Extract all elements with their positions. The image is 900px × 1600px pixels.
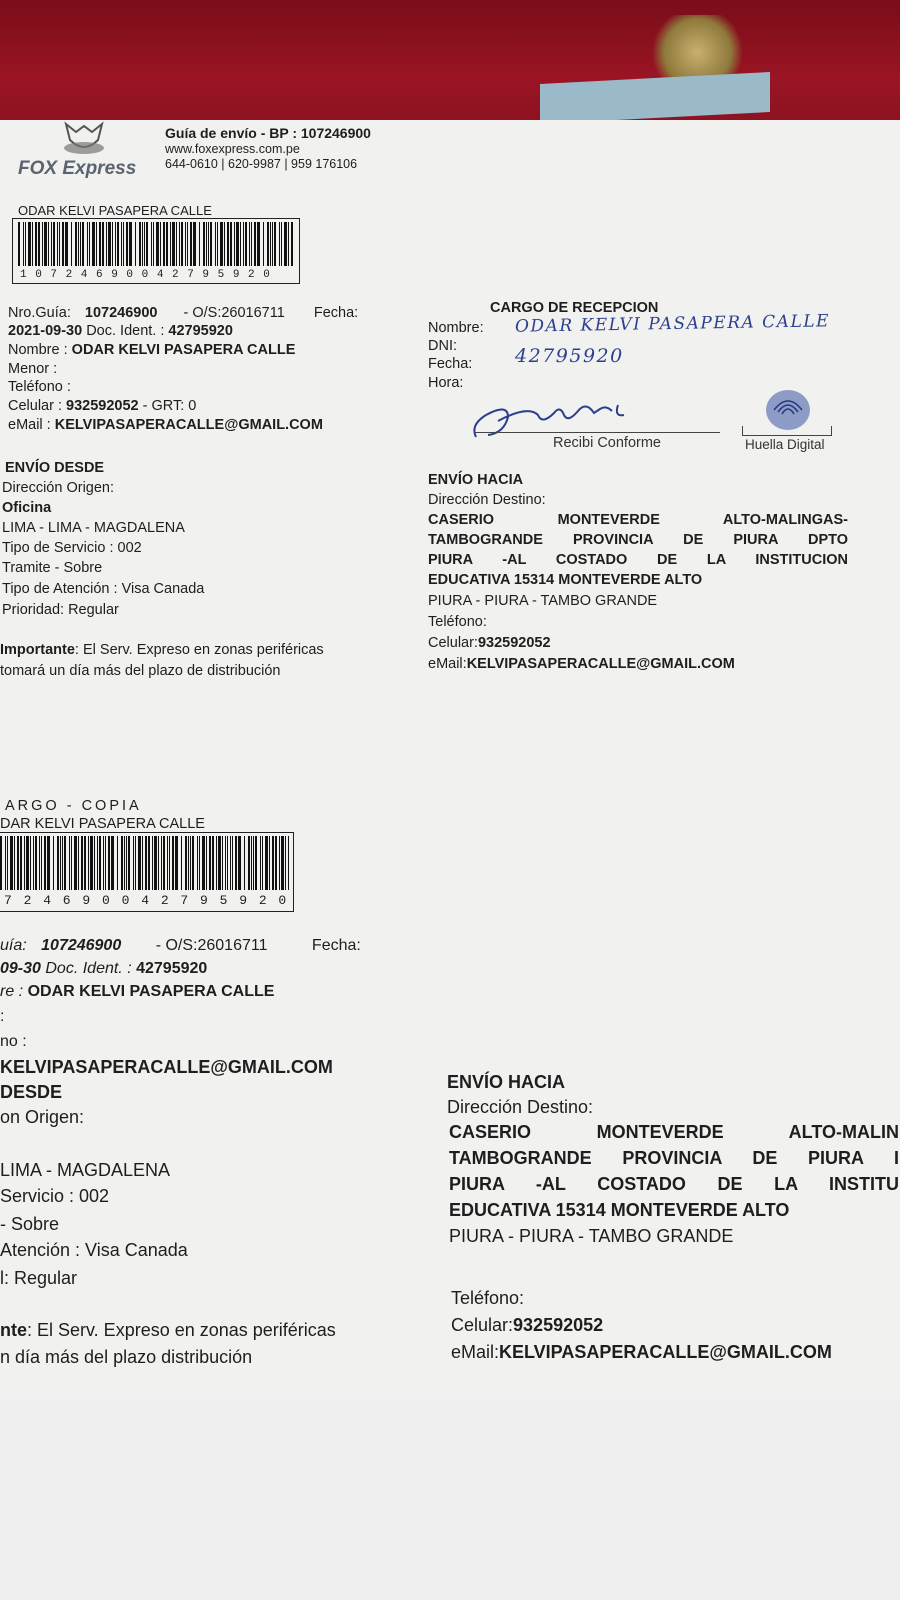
email: KELVIPASAPERACALLE@GMAIL.COM <box>54 417 323 433</box>
barcode-bar <box>146 222 148 266</box>
barcode-bar <box>202 836 205 890</box>
barcode-bar <box>163 836 165 890</box>
barcode-bar <box>105 836 106 890</box>
label: Celular: <box>428 635 478 651</box>
barcode-bar <box>185 222 186 266</box>
copy-atencion: Atención : Visa Canada <box>0 1240 188 1260</box>
barcode-bar <box>71 222 72 266</box>
barcode-bar <box>111 836 114 890</box>
barcode-bar <box>232 836 233 890</box>
handwritten-name: ODAR KELVI PASAPERA CALLE <box>514 311 831 337</box>
email: KELVIPASAPERACALLE@GMAIL.COM <box>466 656 735 672</box>
barcode-bar <box>99 222 101 266</box>
barcode-bar <box>108 836 110 890</box>
destination-celular <box>428 635 551 651</box>
doc-number: 42795920 <box>168 323 233 339</box>
huella-digital: Huella Digital <box>745 437 825 452</box>
barcode-bar <box>14 836 15 890</box>
barcode-bar <box>206 836 207 890</box>
label: eMail : <box>8 417 51 433</box>
barcode-bar <box>151 222 152 266</box>
barcode-bar <box>263 222 264 266</box>
prioridad: Prioridad: Regular <box>2 602 119 618</box>
barcode-bar <box>18 222 20 266</box>
barcode-bar <box>24 836 25 890</box>
barcode-bar <box>44 836 46 890</box>
copy-hacia-dir: Dirección Destino: <box>447 1097 594 1117</box>
copy-hacia-celular <box>451 1315 603 1336</box>
barcode-bar <box>57 836 59 890</box>
copy-hacia-telefono: Teléfono: <box>451 1288 525 1308</box>
envio-hacia-title: ENVÍO HACIA <box>428 472 524 488</box>
copy-location: LIMA - MAGDALENA <box>0 1160 171 1180</box>
barcode-bar <box>90 836 93 890</box>
guide-title: Guía de envío - BP : 107246900 <box>165 125 371 141</box>
menor-label: Menor : <box>8 361 58 377</box>
copy-menor: : <box>0 1008 5 1025</box>
copy-address-line-2: TAMBOGRANDE PROVINCIA DE PIURA I <box>449 1148 899 1168</box>
barcode-bar <box>238 836 241 890</box>
oficina: Oficina <box>2 500 52 516</box>
date-doc-row <box>8 323 233 339</box>
barcode-bar <box>121 836 123 890</box>
barcode-bar <box>139 222 141 266</box>
address-line-4: EDUCATIVA 15314 MONTEVERDE ALTO <box>428 572 703 588</box>
barcode-bar <box>210 222 212 266</box>
address-line-3: PIURA -AL COSTADO DE LA INSTITUCION <box>428 552 848 568</box>
copy-servicio: Servicio : 002 <box>0 1186 110 1206</box>
barcode-bar <box>28 222 31 266</box>
barcode-bar <box>44 222 47 266</box>
barcode-bar <box>284 222 287 266</box>
destination-email <box>428 656 735 672</box>
copy-sobre: - Sobre <box>0 1214 60 1234</box>
tipo-atencion: Tipo de Atención : Visa Canada <box>2 581 205 597</box>
doc-label: Doc. Ident. : <box>86 323 165 339</box>
barcode <box>18 222 294 266</box>
cargo-title: CARGO DE RECEPCION <box>490 300 659 316</box>
barcode-bar <box>48 222 49 266</box>
barcode-bar <box>167 836 168 890</box>
copy-name: ODAR KELVI PASAPERA CALLE <box>27 983 275 1000</box>
copy-nombre-row <box>0 983 274 1001</box>
barcode-bar <box>57 222 58 266</box>
barcode-bar <box>81 836 83 890</box>
copy-email: KELVIPASAPERACALLE@GMAIL.COM <box>0 1057 333 1077</box>
barcode-bar <box>62 836 63 890</box>
barcode-bar <box>51 222 52 266</box>
barcode-bar <box>82 222 84 266</box>
copy-hacia-region: PIURA - PIURA - TAMBO GRANDE <box>449 1226 734 1246</box>
barcode-bar <box>153 222 154 266</box>
importante-label: Importante <box>0 642 75 658</box>
barcode-bar <box>74 836 77 890</box>
barcode-bar <box>106 222 107 266</box>
barcode-bar <box>53 222 55 266</box>
handwritten-dni: 42795920 <box>515 345 624 367</box>
barcode-bar <box>60 836 61 890</box>
barcode-bar <box>257 222 260 266</box>
copy-origen: on Origen: <box>0 1107 85 1127</box>
fox-logo-icon <box>60 118 108 163</box>
doc-label: Doc. Ident. : <box>45 960 132 977</box>
barcode-bar <box>230 836 231 890</box>
barcode-bar <box>172 836 174 890</box>
label: Celular : <box>8 398 62 414</box>
barcode-bar <box>126 836 127 890</box>
barcode-bar <box>148 836 150 890</box>
celular: 932592052 <box>66 398 139 414</box>
barcode-bar <box>128 836 130 890</box>
barcode-bar <box>244 836 245 890</box>
barcode-bar <box>7 836 8 890</box>
copy-importante-1 <box>0 1320 336 1341</box>
barcode-bar <box>38 222 40 266</box>
website: www.foxexpress.com.pe <box>165 142 300 156</box>
text: : El Serv. Expreso en zonas periféricas <box>27 1320 336 1340</box>
barcode-bar <box>84 836 86 890</box>
email-row <box>8 417 323 433</box>
barcode-bar <box>94 836 95 890</box>
barcode-bar <box>187 222 188 266</box>
email: KELVIPASAPERACALLE@GMAIL.COM <box>499 1342 832 1362</box>
copy-barcode-name: DAR KELVI PASAPERA CALLE <box>0 816 205 832</box>
barcode-bar <box>227 836 229 890</box>
barcode-bar <box>161 836 162 890</box>
cargo-dni-label: DNI: <box>428 338 457 354</box>
barcode-bar <box>23 222 24 266</box>
label: Nombre : <box>8 342 68 358</box>
recipient-name: ODAR KELVI PASAPERA CALLE <box>71 342 296 358</box>
barcode-bar <box>291 222 293 266</box>
celular-row <box>8 398 196 414</box>
barcode-bar <box>245 222 247 266</box>
barcode-bar <box>255 836 257 890</box>
grt: - GRT: 0 <box>142 398 197 414</box>
barcode-bar <box>163 222 165 266</box>
copy-fecha-label: Fecha: <box>311 937 361 954</box>
barcode-bar <box>225 836 226 890</box>
barcode-bar <box>10 836 13 890</box>
origin-location: LIMA - LIMA - MAGDALENA <box>2 520 185 536</box>
barcode-bar <box>190 836 191 890</box>
barcode-bar <box>35 222 37 266</box>
barcode-bar <box>135 222 136 266</box>
barcode-bar <box>64 836 66 890</box>
barcode-bar <box>123 222 124 266</box>
barcode-bar <box>33 836 34 890</box>
barcode-bar <box>281 836 284 890</box>
cargo-nombre-label: Nombre: <box>428 320 484 336</box>
barcode-bar <box>115 222 116 266</box>
barcode-bar <box>243 222 244 266</box>
barcode-bar <box>274 222 276 266</box>
barcode-bar <box>227 222 229 266</box>
barcode-bar <box>236 222 239 266</box>
barcode-bar <box>254 222 256 266</box>
barcode-bar <box>206 222 207 266</box>
barcode-bar <box>215 222 216 266</box>
barcode-bar <box>99 836 101 890</box>
importante-line-2: tomará un día más del plazo de distribución <box>0 663 281 679</box>
barcode-bar <box>144 222 145 266</box>
barcode-name: ODAR KELVI PASAPERA CALLE <box>18 203 212 218</box>
barcode-bar <box>185 836 187 890</box>
barcode-bar <box>197 836 198 890</box>
barcode-bar <box>279 836 280 890</box>
guide-number: 107246900 <box>84 305 158 321</box>
telefono-label: Teléfono : <box>8 379 71 395</box>
barcode-bar <box>160 222 161 266</box>
copy-doc: 42795920 <box>136 960 208 977</box>
barcode-bar <box>253 836 254 890</box>
barcode-bar <box>108 222 111 266</box>
copy-telefono: no : <box>0 1033 27 1050</box>
barcode-bar <box>25 222 26 266</box>
barcode-bar <box>62 222 64 266</box>
barcode-bar <box>235 836 237 890</box>
copy-address-line-1: CASERIO MONTEVERDE ALTO-MALIN <box>449 1122 899 1142</box>
barcode-bar <box>218 836 221 890</box>
barcode-bar <box>47 836 50 890</box>
importante-text: : El Serv. Expreso en zonas periféricas <box>74 642 324 658</box>
label: Nro.Guía: <box>8 305 71 321</box>
barcode-bar <box>190 222 192 266</box>
barcode-digits: 1 0 7 2 4 6 9 0 0 4 2 7 9 5 9 2 0 <box>20 269 271 281</box>
barcode-bar <box>269 836 270 890</box>
barcode-bar <box>192 836 194 890</box>
barcode-bar <box>170 222 171 266</box>
copy-barcode-digits: 7 2 4 6 9 0 0 4 2 7 9 5 9 2 0 <box>4 893 289 908</box>
os-number: - O/S:26016711 <box>183 305 285 321</box>
copy-address-line-4: EDUCATIVA 15314 MONTEVERDE ALTO <box>449 1200 790 1220</box>
barcode-bar <box>248 836 250 890</box>
label: eMail: <box>428 656 467 672</box>
barcode-bar <box>126 222 128 266</box>
barcode-bar <box>117 222 119 266</box>
fecha-label: Fecha: <box>313 305 359 321</box>
barcode-bar <box>279 222 280 266</box>
barcode-bar <box>152 836 153 890</box>
barcode-bar <box>0 836 2 890</box>
nombre-row <box>8 342 295 358</box>
barcode-bar <box>222 836 223 890</box>
copy-guide-row <box>0 937 361 955</box>
label: eMail: <box>451 1342 500 1362</box>
barcode-bar <box>103 836 104 890</box>
label: re : <box>0 983 24 1000</box>
destination-region: PIURA - PIURA - TAMBO GRANDE <box>428 593 658 609</box>
barcode-bar <box>53 836 54 890</box>
barcode-bar <box>17 836 19 890</box>
barcode-bar <box>272 222 273 266</box>
importante-line-1 <box>0 642 324 658</box>
barcode-bar <box>154 836 157 890</box>
copy-desde: DESDE <box>0 1082 63 1102</box>
copy-hacia-title: ENVÍO HACIA <box>447 1072 566 1092</box>
barcode-bar <box>172 222 175 266</box>
address-line-2: TAMBOGRANDE PROVINCIA DE PIURA DPTO <box>428 532 848 548</box>
tipo-servicio: Tipo de Servicio : 002 <box>2 540 142 556</box>
barcode-bar <box>265 836 268 890</box>
barcode-bar <box>112 222 113 266</box>
barcode-bar <box>78 222 79 266</box>
barcode-bar <box>181 222 183 266</box>
cargo-fecha-label: Fecha: <box>428 356 473 372</box>
date: 2021-09-30 <box>8 323 83 339</box>
barcode-bar <box>117 836 118 890</box>
barcode-bar <box>208 222 209 266</box>
barcode-bar <box>96 222 97 266</box>
barcode-bar <box>224 222 225 266</box>
destination-label: Dirección Destino: <box>428 492 546 508</box>
barcode-bar <box>267 222 269 266</box>
guide-row <box>8 305 358 321</box>
celular: 932592052 <box>477 635 551 651</box>
barcode-bar <box>59 222 60 266</box>
barcode-bar <box>97 836 98 890</box>
barcode-bar <box>133 836 134 890</box>
celular: 932592052 <box>513 1315 604 1335</box>
barcode-bar <box>249 222 250 266</box>
recibi-conforme: Recibi Conforme <box>553 435 661 451</box>
barcode-bar <box>89 222 90 266</box>
barcode-bar <box>135 836 136 890</box>
barcode-bar <box>175 836 178 890</box>
barcode-bar <box>217 222 218 266</box>
barcode-bar <box>199 222 200 266</box>
barcode-bar <box>179 222 180 266</box>
barcode-bar <box>234 222 235 266</box>
barcode-bar <box>71 836 72 890</box>
barcode-bar <box>216 836 217 890</box>
copy-hacia-email <box>451 1342 832 1363</box>
envio-desde-title: ENVÍO DESDE <box>5 460 105 476</box>
barcode-bar <box>124 836 125 890</box>
barcode-bar <box>288 836 289 890</box>
label: uía: <box>0 937 27 954</box>
copy-regular: l: Regular <box>0 1268 78 1288</box>
copy-address-line-3: PIURA -AL COSTADO DE LA INSTITU <box>449 1174 899 1194</box>
barcode-bar <box>80 222 81 266</box>
barcode-bar <box>212 836 214 890</box>
barcode-bar <box>32 222 33 266</box>
barcode-bar <box>251 836 252 890</box>
barcode-bar <box>26 836 29 890</box>
barcode-bar <box>87 222 88 266</box>
barcode-bar <box>260 836 261 890</box>
destination-telefono: Teléfono: <box>428 614 487 630</box>
barcode-bar <box>129 222 132 266</box>
copy-os: - O/S:26016711 <box>155 937 268 954</box>
barcode-bar <box>20 836 22 890</box>
barcode-bar <box>78 836 79 890</box>
barcode-bar <box>262 836 263 890</box>
barcode-bar <box>199 836 200 890</box>
barcode-bar <box>251 222 252 266</box>
barcode-bar <box>169 836 170 890</box>
label: nte <box>0 1320 27 1340</box>
copy-title: ARGO - COPIA <box>5 798 142 814</box>
barcode-bar <box>188 836 189 890</box>
origin-label: Dirección Origen: <box>2 480 115 496</box>
barcode-bar <box>42 222 43 266</box>
barcode-bar <box>121 222 122 266</box>
barcode-bar <box>220 222 223 266</box>
copy-barcode <box>0 836 290 890</box>
barcode-bar <box>272 836 274 890</box>
brand-name: FOX Express <box>18 158 137 179</box>
barcode-bar <box>156 222 159 266</box>
copy-guide-number: 107246900 <box>41 937 122 954</box>
barcode-bar <box>209 836 211 890</box>
copy-date: 09-30 <box>0 960 41 977</box>
barcode-bar <box>288 222 289 266</box>
barcode-bar <box>275 836 277 890</box>
phones: 644-0610 | 620-9987 | 959 176106 <box>165 157 358 171</box>
barcode-bar <box>75 222 77 266</box>
barcode-bar <box>142 222 143 266</box>
barcode-bar <box>65 222 68 266</box>
document-bottom <box>0 1400 900 1600</box>
signature-line <box>475 432 720 433</box>
tramite: Tramite - Sobre <box>2 560 103 576</box>
barcode-bar <box>5 836 6 890</box>
barcode-bar <box>193 222 196 266</box>
copy-date-doc-row <box>0 960 207 978</box>
barcode-bar <box>240 222 241 266</box>
barcode-bar <box>39 836 40 890</box>
barcode-bar <box>281 222 282 266</box>
barcode-bar <box>176 222 177 266</box>
barcode-bar <box>230 222 232 266</box>
barcode-bar <box>270 222 271 266</box>
barcode-bar <box>138 836 141 890</box>
barcode-bar <box>69 836 70 890</box>
barcode-bar <box>88 836 89 890</box>
label: Celular: <box>451 1315 514 1335</box>
barcode-bar <box>181 836 182 890</box>
cargo-hora-label: Hora: <box>428 375 464 391</box>
barcode-bar <box>203 222 205 266</box>
barcode-bar <box>35 836 37 890</box>
barcode-bar <box>285 836 286 890</box>
barcode-bar <box>102 222 104 266</box>
copy-importante-2: n día más del plazo distribución <box>0 1347 253 1367</box>
barcode-bar <box>158 836 159 890</box>
fingerprint-box <box>742 426 832 436</box>
barcode-bar <box>41 836 42 890</box>
barcode-bar <box>142 836 143 890</box>
barcode-bar <box>166 222 168 266</box>
barcode-bar <box>145 836 147 890</box>
barcode-bar <box>92 222 95 266</box>
address-line-1: CASERIO MONTEVERDE ALTO-MALINGAS- <box>428 512 848 528</box>
barcode-bar <box>30 836 31 890</box>
